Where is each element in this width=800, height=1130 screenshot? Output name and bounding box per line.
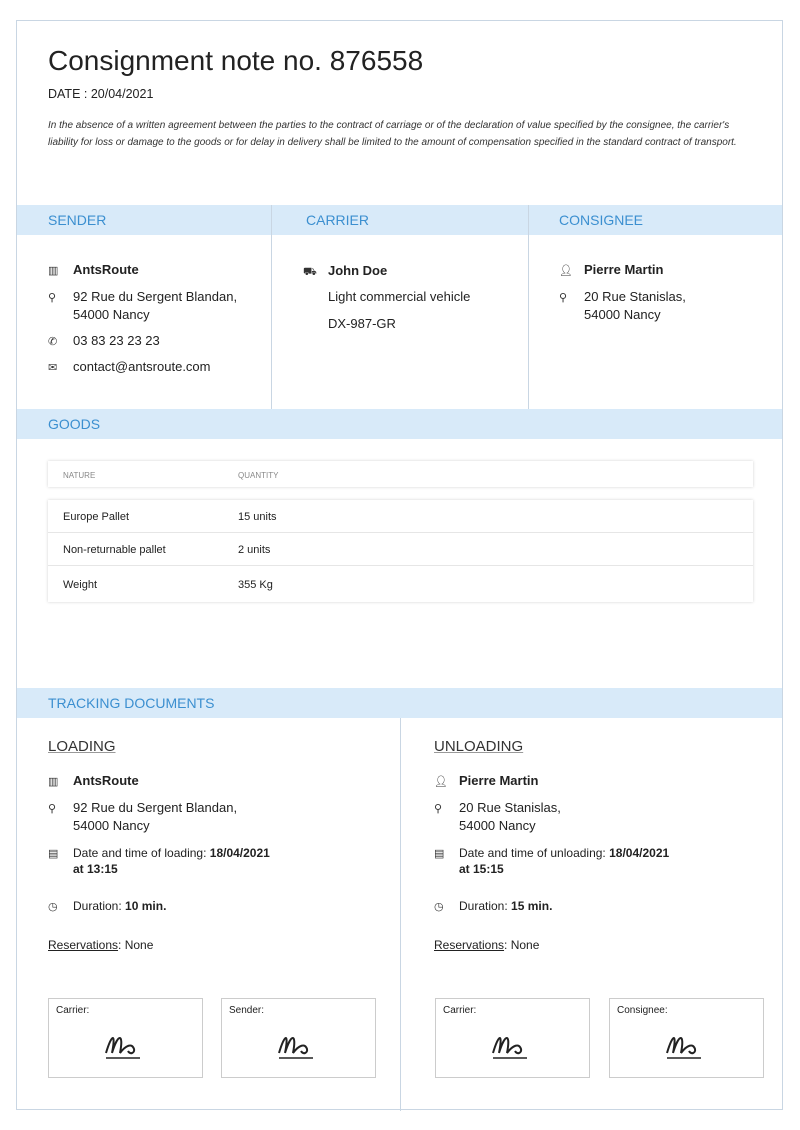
divider <box>528 205 529 409</box>
unloading-address-line1: 20 Rue Stanislas, <box>459 800 561 815</box>
truck-icon: ⛟ <box>303 266 317 278</box>
clock-icon: ◷ <box>434 901 444 913</box>
loading-name-row <box>48 772 139 791</box>
building-icon: ▥ <box>48 776 59 788</box>
unloading-duration-label: Duration: <box>459 899 508 913</box>
carrier-name: John Doe <box>328 263 388 278</box>
unloading-name-row <box>434 772 538 791</box>
user-icon: 👤︎ <box>434 776 448 788</box>
map-pin-icon: ⚲ <box>48 292 57 304</box>
unloading-duration-row <box>434 897 552 916</box>
clock-icon: ◷ <box>48 901 58 913</box>
loading-duration-row <box>48 897 166 916</box>
consignee-address-line1: 20 Rue Stanislas, <box>584 289 686 304</box>
cell-quantity: 2 units <box>238 544 271 556</box>
loading-date-value: 18/04/2021 <box>209 846 270 860</box>
table-row <box>48 533 753 566</box>
sender-address-row <box>48 288 237 324</box>
loading-address-line2: 54000 Nancy <box>73 818 150 833</box>
loading-duration-label: Duration: <box>73 899 122 913</box>
goods-heading: GOODS <box>48 416 101 432</box>
reservations-label: Reservations <box>48 938 119 952</box>
consignee-address-row <box>559 288 686 324</box>
reservations-value: : None <box>504 938 540 952</box>
carrier-vehicle: Light commercial vehicle <box>328 289 471 304</box>
sender-phone-row <box>48 332 160 351</box>
consignee-signature-box[interactable] <box>609 998 764 1078</box>
consignee-address-line2: 54000 Nancy <box>584 307 661 322</box>
column-header-nature: NATURE <box>63 471 96 480</box>
reservations-value: : None <box>118 938 154 952</box>
sender-name-row <box>48 261 139 280</box>
consignment-note <box>16 20 783 1110</box>
sender-email: contact@antsroute.com <box>73 359 211 374</box>
page-title: Consignment note no. 876558 <box>48 45 424 76</box>
sender-phone: 03 83 23 23 23 <box>73 333 160 348</box>
loading-time-value: at 13:15 <box>73 862 118 876</box>
sender-address-line1: 92 Rue du Sergent Blandan, <box>73 289 238 304</box>
table-row <box>48 566 753 602</box>
phone-icon: ✆ <box>48 336 58 348</box>
cell-quantity: 355 Kg <box>238 579 273 591</box>
goods-header-bar <box>17 409 782 439</box>
carrier-signature-box[interactable] <box>435 998 590 1078</box>
signature-icon <box>277 1031 317 1061</box>
unloading-reservations <box>434 938 539 952</box>
loading-reservations <box>48 938 153 952</box>
signature-icon <box>665 1031 705 1061</box>
unloading-name: Pierre Martin <box>459 773 539 788</box>
table-row <box>48 500 753 533</box>
unloading-date-row <box>434 845 669 877</box>
goods-table <box>48 500 753 602</box>
unloading-title: UNLOADING <box>434 738 524 755</box>
signature-label: Sender: <box>229 1005 265 1016</box>
carrier-name-row <box>303 262 387 281</box>
cell-nature: Europe Pallet <box>63 511 130 523</box>
consignee-name-row <box>559 261 663 280</box>
sender-heading: SENDER <box>48 212 107 228</box>
column-header-quantity: QUANTITY <box>238 471 279 480</box>
user-icon: 👤︎ <box>559 265 573 277</box>
signature-label: Carrier: <box>56 1005 90 1016</box>
sender-name: AntsRoute <box>73 262 139 277</box>
reservations-label: Reservations <box>434 938 505 952</box>
calendar-icon: ▤ <box>48 848 59 860</box>
loading-address-row <box>48 799 237 835</box>
map-pin-icon: ⚲ <box>434 803 443 815</box>
loading-title: LOADING <box>48 738 116 755</box>
carrier-plate: DX-987-GR <box>328 316 396 331</box>
signature-icon <box>491 1031 531 1061</box>
divider <box>400 718 401 1111</box>
envelope-icon: ✉ <box>48 362 58 374</box>
calendar-icon: ▤ <box>434 848 445 860</box>
unloading-date-label: Date and time of unloading: <box>459 846 606 860</box>
unloading-duration-value: 15 min. <box>511 899 553 913</box>
signature-icon <box>104 1031 144 1061</box>
loading-date-label: Date and time of loading: <box>73 846 207 860</box>
note-date: DATE : 20/04/2021 <box>48 87 154 101</box>
signature-label: Carrier: <box>443 1005 477 1016</box>
consignee-heading: CONSIGNEE <box>559 212 644 228</box>
loading-date-row <box>48 845 270 877</box>
map-pin-icon: ⚲ <box>559 292 568 304</box>
signature-label: Consignee: <box>617 1005 668 1016</box>
parties-header-bar <box>17 205 782 235</box>
divider <box>271 205 272 409</box>
cell-nature: Non-returnable pallet <box>63 544 166 556</box>
building-icon: ▥ <box>48 265 59 277</box>
sender-email-row <box>48 358 210 377</box>
sender-address-line2: 54000 Nancy <box>73 307 150 322</box>
goods-table-header <box>48 461 753 487</box>
cell-quantity: 15 units <box>238 511 277 523</box>
loading-duration-value: 10 min. <box>125 899 167 913</box>
loading-address-line1: 92 Rue du Sergent Blandan, <box>73 800 238 815</box>
tracking-heading: TRACKING DOCUMENTS <box>48 695 215 711</box>
unloading-time-value: at 15:15 <box>459 862 504 876</box>
tracking-header-bar <box>17 688 782 718</box>
disclaimer: In the absence of a written agreement between the parties to the contract of carriage or of the declaration of value specified by the consignee, the carrier's liability for loss or damage to the goods or for delay in delivery shall be limited to the amount of compensation specified in the standard contract of transport. <box>48 120 737 148</box>
carrier-heading: CARRIER <box>306 212 370 228</box>
loading-name: AntsRoute <box>73 773 139 788</box>
unloading-address-row <box>434 799 561 835</box>
cell-nature: Weight <box>63 579 98 591</box>
consignee-name: Pierre Martin <box>584 262 664 277</box>
unloading-address-line2: 54000 Nancy <box>459 818 536 833</box>
sender-signature-box[interactable] <box>221 998 376 1078</box>
carrier-signature-box[interactable] <box>48 998 203 1078</box>
map-pin-icon: ⚲ <box>48 803 57 815</box>
unloading-date-value: 18/04/2021 <box>609 846 670 860</box>
